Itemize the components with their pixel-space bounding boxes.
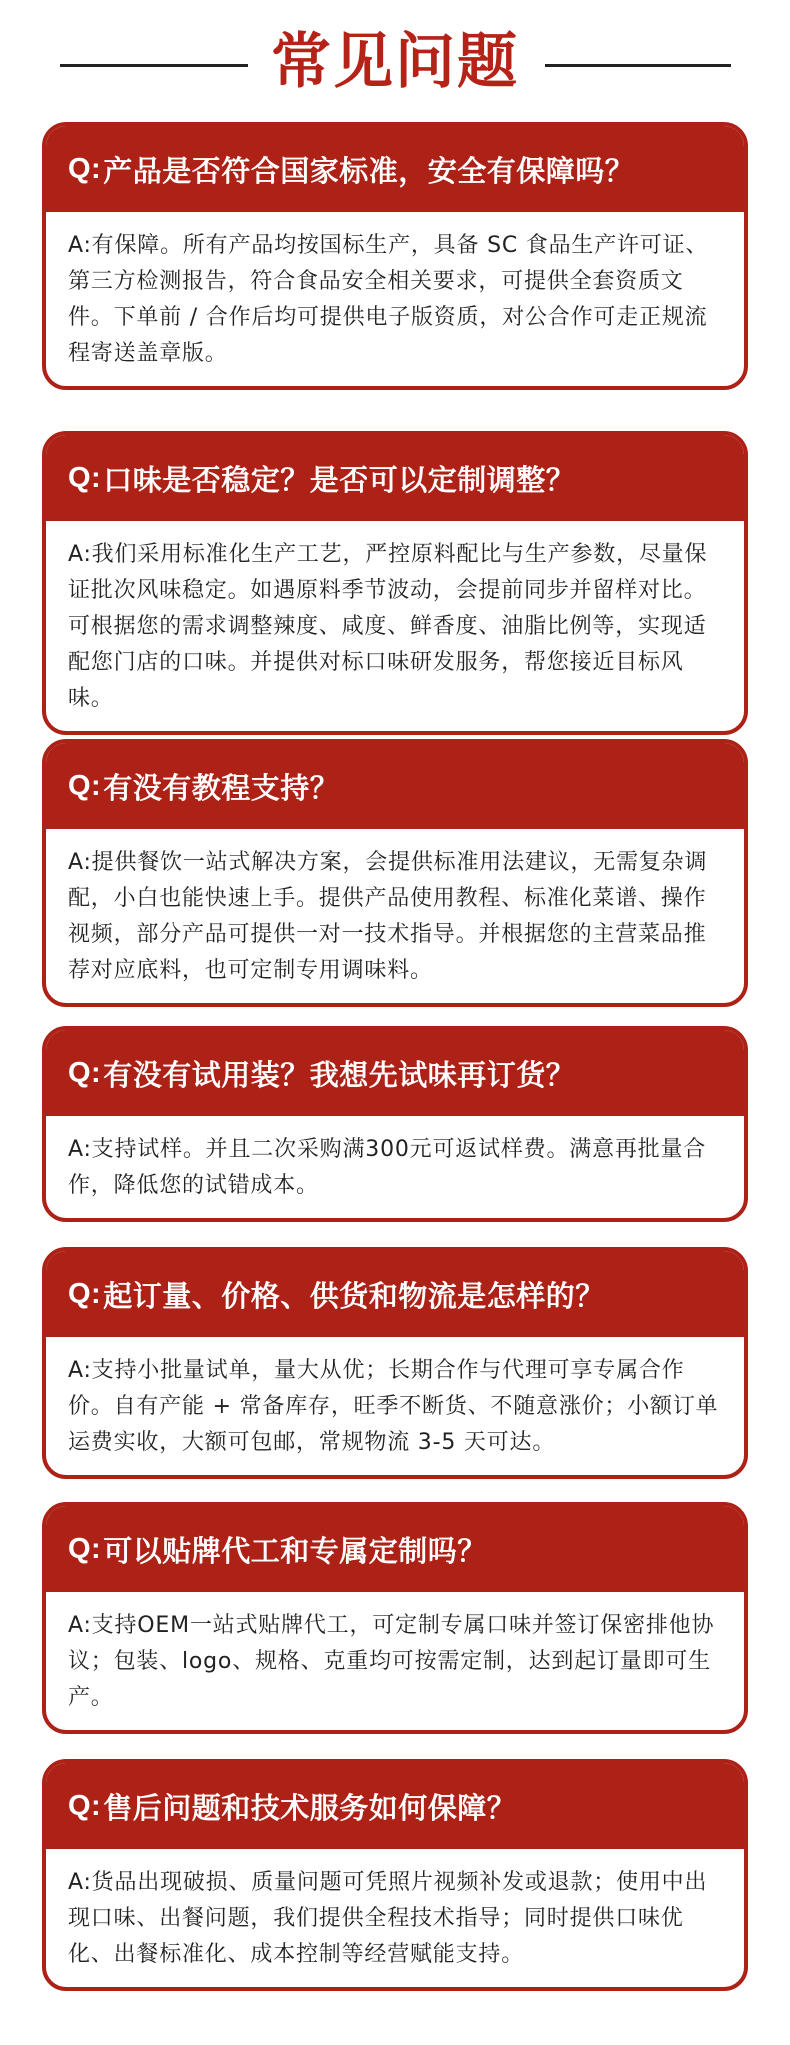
faq-item-product-standard [42, 122, 748, 390]
faq-item-after-sales [42, 1759, 748, 1991]
faq-answer: A:支持小批量试单，量大从优；长期合作与代理可享专属合作价。自有产能 + 常备库存，旺季不断货、不随意涨价；小额订单运费实收，大额可包邮，常规物流 3-5 天可达。 [68, 1358, 719, 1455]
faq-question: 有没有试用装？我想先试味再订货？ [103, 1057, 576, 1092]
faq-question: 起订量、价格、供货和物流是怎样的？ [103, 1278, 605, 1313]
faq-question: 有没有教程支持？ [103, 770, 340, 805]
question-prefix: Q: [68, 1277, 102, 1310]
question-prefix: Q: [68, 152, 102, 185]
faq-answer: A:货品出现破损、质量问题可凭照片视频补发或退款；使用中出现口味、出餐问题，我们提供全程技术指导；同时提供口味优化、出餐标准化、成本控制等经营赋能支持。 [68, 1870, 708, 1967]
faq-item-oem-customization [42, 1502, 748, 1734]
faq-question: 产品是否符合国家标准，安全有保障吗？ [103, 153, 635, 188]
question-prefix: Q: [68, 1056, 102, 1089]
faq-question-bar [46, 435, 744, 521]
question-prefix: Q: [68, 461, 102, 494]
page-header [0, 0, 790, 118]
question-prefix: Q: [68, 1789, 102, 1822]
question-prefix: Q: [68, 769, 102, 802]
header-divider-right [545, 64, 731, 67]
faq-answer: A:支持OEM一站式贴牌代工，可定制专属口味并签订保密排他协议；包装、logo、规格、克重均可按需定制，达到起订量即可生产。 [68, 1613, 715, 1710]
faq-question-bar [46, 1506, 744, 1592]
faq-question-bar [46, 743, 744, 829]
faq-question-bar [46, 126, 744, 212]
faq-answer: A:支持试样。并且二次采购满300元可返试样费。满意再批量合作，降低您的试错成本。 [68, 1137, 707, 1198]
faq-question-bar [46, 1763, 744, 1849]
faq-question: 可以贴牌代工和专属定制吗？ [103, 1533, 487, 1568]
faq-item-tutorial-support [42, 739, 748, 1007]
faq-question: 口味是否稳定？是否可以定制调整？ [103, 462, 576, 497]
faq-item-trial-sample [42, 1026, 748, 1222]
faq-answer: A:提供餐饮一站式解决方案，会提供标准用法建议，无需复杂调配，小白也能快速上手。提供产品使用教程、标准化菜谱、操作视频，部分产品可提供一对一技术指导。并根据您的主营菜品推荐对应底料，也可定制专用调味料。 [68, 850, 708, 983]
faq-answer: A:有保障。所有产品均按国标生产，具备 SC 食品生产许可证、第三方检测报告，符合食品安全相关要求，可提供全套资质文件。下单前 / 合作后均可提供电子版资质，对公合作可走正规流程寄送盖章版。 [68, 233, 709, 366]
faq-question-bar [46, 1030, 744, 1116]
faq-question-bar [46, 1251, 744, 1337]
page-title: 常见问题 [271, 27, 519, 97]
faq-item-order-logistics [42, 1247, 748, 1479]
faq-item-flavor-customization [42, 431, 748, 735]
faq-answer: A:我们采用标准化生产工艺，严控原料配比与生产参数，尽量保证批次风味稳定。如遇原料季节波动，会提前同步并留样对比。可根据您的需求调整辣度、咸度、鲜香度、油脂比例等，实现适配您门店的口味。并提供对标口味研发服务，帮您接近目标风味。 [68, 542, 708, 711]
question-prefix: Q: [68, 1532, 102, 1565]
faq-question: 售后问题和技术服务如何保障？ [103, 1790, 517, 1825]
